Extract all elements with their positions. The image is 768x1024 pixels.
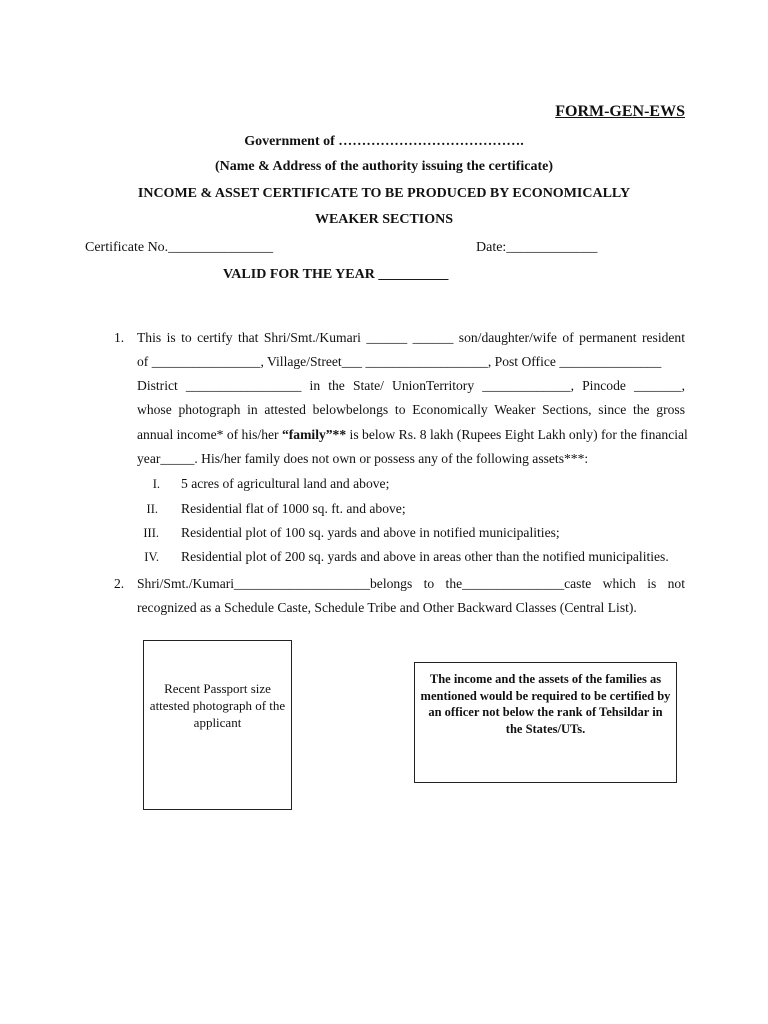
item1-number: 1. [114,330,125,345]
family-term: “family”** [281,427,347,442]
asset-numeral: IV. [144,550,159,564]
certification-note-box [414,662,677,783]
certificate-title-line1: INCOME & ASSET CERTIFICATE TO BE PRODUCED BY ECONOMICALLY [137,186,631,201]
item1-line5-post: is below Rs. 8 lakh (Rupees Eight Lakh only) for the financial [346,427,688,442]
item1-line2: of ________________, Village/Street___ __________________, Post Office _______________ [137,354,662,369]
item1-line6: year_____. His/her family does not own or possess any of the following assets***: [137,451,589,466]
item2-line1: Shri/Smt./Kumari____________________belongs to the_______________caste which is not [137,576,685,591]
certificate-title-line2: WEAKER SECTIONS [314,212,454,227]
government-of-line: Government of …………………………………. [244,134,524,149]
asset-numeral: II. [146,502,158,516]
asset-text: Residential flat of 1000 sq. ft. and above; [181,501,406,516]
photo-placeholder-box [143,640,292,810]
item1-line5 [137,427,688,443]
item1-line4: whose photograph in attested belowbelongs to Economically Weaker Sections, since the gross [137,402,685,417]
asset-text: Residential plot of 200 sq. yards and above in areas other than the notified municipalities. [181,549,669,564]
item2-line2: recognized as a Schedule Caste, Schedule Tribe and Other Backward Classes (Central List). [137,600,637,615]
item1-line3: District _________________ in the State/ UnionTerritory _____________, Pincode _______, [137,378,685,393]
certificate-number-field: Certificate No._______________ [85,240,274,255]
item2-number: 2. [114,576,125,591]
asset-text: Residential plot of 100 sq. yards and above in notified municipalities; [181,525,560,540]
item1-line1: This is to certify that Shri/Smt./Kumari ______ ______ son/daughter/wife of permanent resident [137,330,685,345]
form-code: FORM-GEN-EWS [555,103,685,120]
item1-line5-pre: annual income* of his/her [137,427,282,442]
certification-note-text: The income and the assets of the families as mentioned would be required to be certified by an officer not below the rank of Tehsildar in the States/UTs. [420,672,671,736]
asset-numeral: III. [143,526,159,540]
asset-numeral: I. [152,477,160,491]
date-field: Date:_____________ [476,240,598,255]
authority-note: (Name & Address of the authority issuing the certificate) [214,159,554,174]
asset-text: 5 acres of agricultural land and above; [181,476,390,491]
valid-for-year: VALID FOR THE YEAR __________ [223,267,449,282]
photo-box-label: Recent Passport size attested photograph of the applicant [149,681,286,730]
